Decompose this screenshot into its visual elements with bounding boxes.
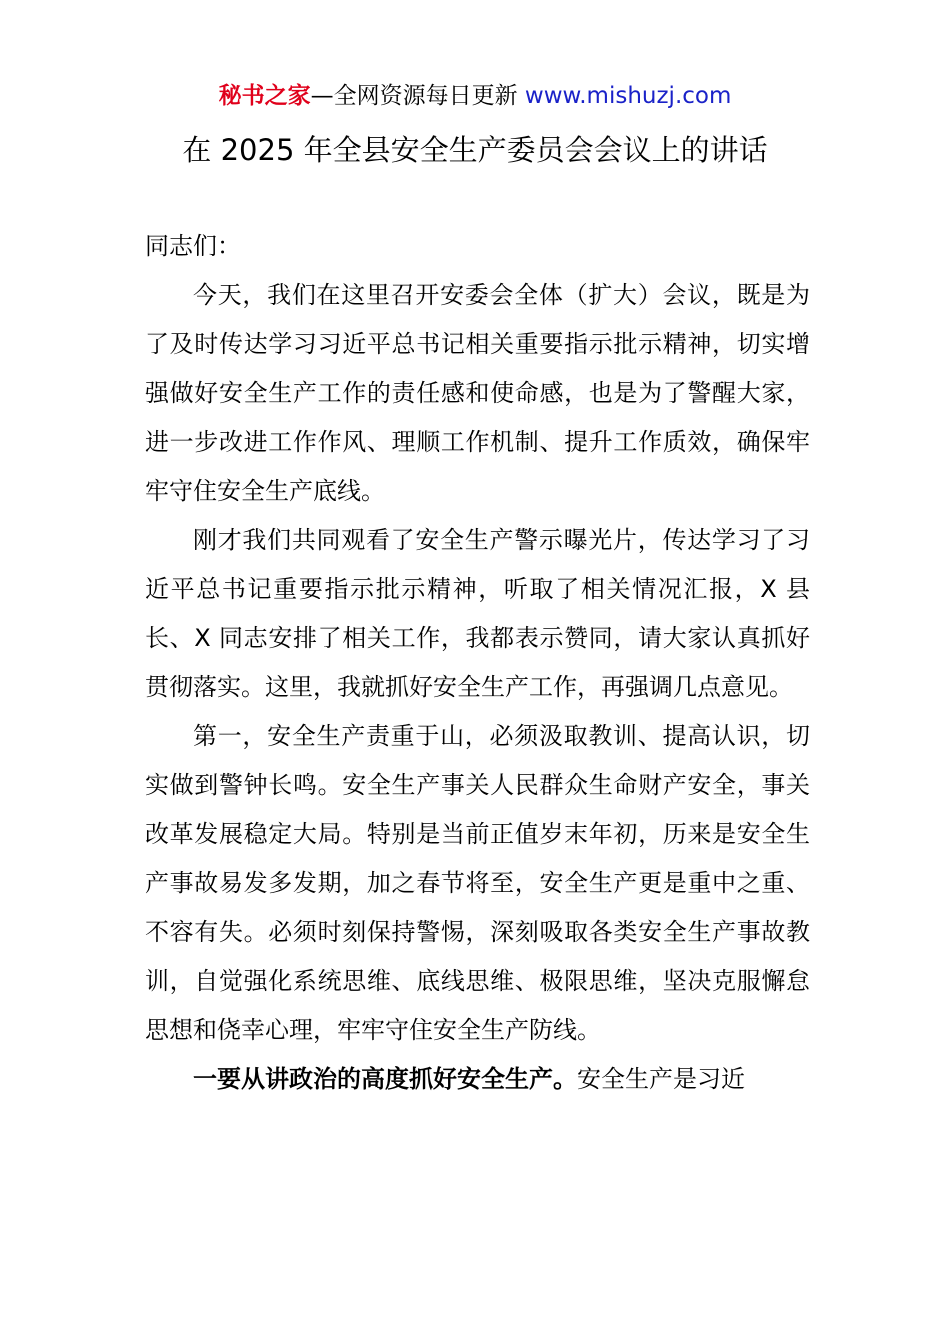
paragraph-4-text: 安全生产是习近 xyxy=(577,1065,745,1093)
paragraph-3: 第一，安全生产责重于山，必须汲取教训、提高认识，切实做到警钟长鸣。安全生产事关人民群众生命财产安全，事关改革发展稳定大局。特别是当前正值岁末年初，历来是安全生产事故易发多发期，加之春节将至，安全生产更是重中之重、不容有失。必须时刻保持警惕，深刻吸取各类安全生产事故教训，自觉强化系统思维、底线思维、极限思维，坚决克服懈怠思想和侥幸心理，牢牢守住安全生产防线。 xyxy=(145,722,810,1044)
paragraph-4 xyxy=(145,1055,810,1104)
site-header xyxy=(0,80,950,112)
document-body xyxy=(145,222,810,1104)
header-tagline: —全网资源每日更新 xyxy=(310,83,525,109)
site-url-link[interactable]: www.mishuzj.com xyxy=(524,83,732,109)
salutation: 同志们： xyxy=(145,232,241,260)
paragraph-1: 今天，我们在这里召开安委会全体（扩大）会议，既是为了及时传达学习习近平总书记相关重要指示批示精神，切实增强做好安全生产工作的责任感和使命感，也是为了警醒大家，进一步改进工作作风、理顺工作机制、提升工作质效，确保牢牢守住安全生产底线。 xyxy=(145,281,810,505)
brand-name: 秘书之家 xyxy=(218,83,311,109)
paragraph-4-lead: 一要从讲政治的高度抓好安全生产。 xyxy=(193,1065,577,1093)
paragraph-2: 刚才我们共同观看了安全生产警示曝光片，传达学习了习近平总书记重要指示批示精神，听取了相关情况汇报，X 县长、X 同志安排了相关工作，我都表示赞同，请大家认真抓好贯彻落实。这里，我就抓好安全生产工作，再强调几点意见。 xyxy=(145,526,810,701)
document-title: 在 2025 年全县安全生产委员会会议上的讲话 xyxy=(182,133,768,167)
